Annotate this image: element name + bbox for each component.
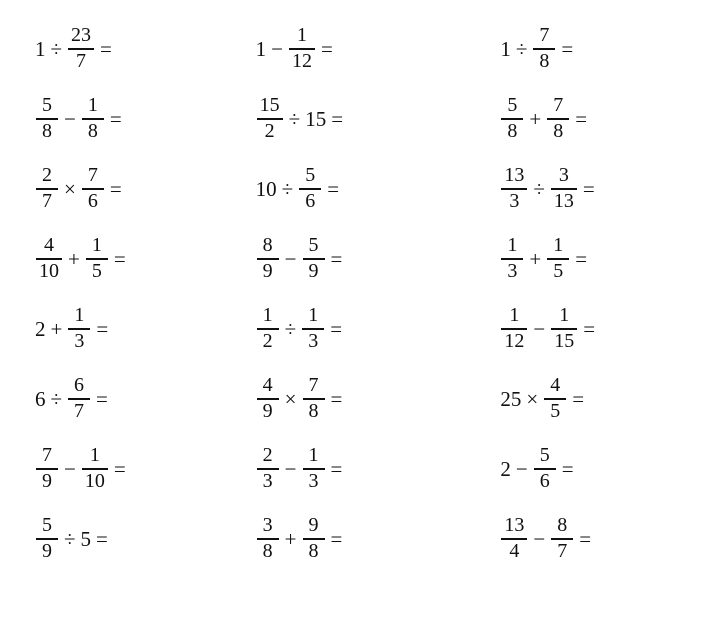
equals-sign: = [109, 176, 122, 201]
problem-row [28, 224, 710, 294]
fraction [302, 305, 324, 353]
fraction [501, 165, 527, 213]
fraction-denominator: 8 [42, 120, 52, 143]
fraction-denominator: 4 [509, 540, 520, 563]
operator: − [533, 526, 546, 551]
operator: + [284, 526, 297, 551]
fraction [501, 235, 523, 283]
problem-cell [28, 504, 245, 574]
problem-p5 [255, 95, 343, 143]
problem-cell [245, 294, 466, 364]
operator: ÷ [50, 36, 63, 61]
fraction [36, 165, 58, 213]
problem-grid [28, 14, 710, 574]
fraction [68, 305, 90, 353]
fraction-denominator: 8 [308, 400, 319, 423]
fraction [68, 25, 94, 73]
problem-cell [465, 84, 710, 154]
equals-sign: = [321, 36, 333, 61]
operator: × [284, 386, 297, 411]
equals-sign: = [330, 526, 343, 551]
problem-p19 [34, 445, 126, 493]
whole-number: 25 [500, 386, 522, 411]
problem-row [28, 14, 710, 84]
fraction [547, 235, 569, 283]
problem-cell [465, 504, 710, 574]
equals-sign: = [327, 176, 340, 201]
whole-number: 1 [35, 36, 46, 61]
problem-row [28, 84, 710, 154]
whole-number: 5 [80, 526, 92, 551]
problem-cell [245, 14, 466, 84]
problem-p4 [34, 95, 122, 143]
problem-p3 [499, 25, 573, 73]
fraction-numerator: 6 [74, 374, 85, 397]
equals-sign: = [330, 246, 343, 271]
fraction-numerator: 5 [305, 164, 316, 187]
fraction [82, 95, 104, 143]
problem-row [28, 434, 710, 504]
fraction-denominator: 7 [557, 540, 568, 563]
fraction-denominator: 3 [308, 470, 319, 493]
fraction-denominator: 12 [292, 50, 313, 73]
fraction-denominator: 3 [262, 470, 273, 493]
problem-cell [245, 504, 466, 574]
fraction-denominator: 7 [42, 190, 52, 213]
problem-p23 [255, 515, 343, 563]
fraction [533, 25, 555, 73]
fraction-denominator: 9 [42, 470, 52, 493]
problem-p8 [255, 165, 339, 213]
whole-number: 10 [255, 176, 277, 201]
fraction [86, 235, 108, 283]
fraction-numerator: 5 [42, 94, 52, 117]
fraction-numerator: 4 [550, 374, 561, 397]
fraction [82, 445, 108, 493]
fraction-numerator: 1 [559, 304, 570, 327]
fraction-numerator: 7 [539, 24, 550, 47]
fraction [501, 95, 523, 143]
fraction [303, 375, 325, 423]
fraction [534, 445, 556, 493]
equals-sign: = [575, 246, 588, 271]
fraction-denominator: 13 [553, 190, 574, 213]
fraction-numerator: 7 [87, 164, 98, 187]
fraction [36, 235, 62, 283]
problem-p21 [499, 445, 573, 493]
fraction [36, 445, 58, 493]
operator: ÷ [64, 526, 76, 551]
fraction [257, 235, 279, 283]
fraction-denominator: 5 [91, 260, 102, 283]
fraction-denominator: 3 [507, 260, 518, 283]
fraction-denominator: 8 [553, 120, 564, 143]
fraction-numerator: 7 [553, 94, 564, 117]
operator: ÷ [284, 316, 297, 341]
whole-number: 1 [500, 36, 511, 61]
problem-p10 [34, 235, 126, 283]
fraction [68, 375, 90, 423]
fraction-denominator: 3 [74, 330, 85, 353]
problem-cell [465, 14, 710, 84]
operator: × [64, 176, 76, 201]
fraction [551, 165, 577, 213]
operator: + [68, 246, 80, 271]
problem-p18 [499, 375, 584, 423]
problem-p14 [255, 305, 342, 353]
operator: − [64, 106, 76, 131]
fraction-denominator: 10 [39, 260, 59, 283]
fraction [82, 165, 104, 213]
operator: + [529, 106, 542, 131]
problem-cell [465, 364, 710, 434]
operator: − [271, 36, 284, 61]
problem-cell [28, 294, 245, 364]
problem-cell [28, 154, 245, 224]
whole-number: 2 [35, 316, 46, 341]
problem-p22 [34, 515, 108, 563]
operator: ÷ [281, 176, 294, 201]
problem-cell [245, 84, 466, 154]
fraction-numerator: 1 [308, 304, 319, 327]
fraction-numerator: 5 [507, 94, 518, 117]
operator: ÷ [533, 176, 545, 201]
fraction [501, 515, 527, 563]
operator: − [64, 456, 76, 481]
fraction-numerator: 1 [87, 94, 98, 117]
fraction-numerator: 4 [262, 374, 273, 397]
fraction-numerator: 1 [507, 234, 518, 257]
fraction-numerator: 1 [297, 24, 308, 47]
fraction [257, 305, 279, 353]
fraction [303, 515, 325, 563]
problem-cell [28, 14, 245, 84]
problem-cell [465, 224, 710, 294]
problem-cell [28, 224, 245, 294]
fraction [547, 95, 569, 143]
fraction-denominator: 5 [550, 400, 561, 423]
fraction-denominator: 5 [553, 260, 564, 283]
problem-cell [465, 154, 710, 224]
problem-p2 [255, 25, 333, 73]
fraction-denominator: 9 [42, 540, 52, 563]
fraction-denominator: 15 [554, 330, 575, 353]
fraction-denominator: 8 [507, 120, 518, 143]
problem-p11 [255, 235, 343, 283]
fraction-numerator: 1 [509, 304, 520, 327]
operator: − [284, 456, 297, 481]
whole-number: 6 [35, 386, 46, 411]
fraction-numerator: 5 [539, 444, 550, 467]
fraction-denominator: 7 [74, 400, 85, 423]
fraction-numerator: 3 [558, 164, 569, 187]
problem-cell [245, 154, 466, 224]
operator: − [533, 316, 546, 341]
equals-sign: = [96, 526, 108, 551]
problem-p6 [499, 95, 587, 143]
fraction [289, 25, 315, 73]
equals-sign: = [561, 36, 574, 61]
fraction-denominator: 12 [504, 330, 525, 353]
problem-row [28, 294, 710, 364]
fraction-denominator: 3 [308, 330, 319, 353]
fraction-numerator: 1 [89, 444, 100, 467]
fraction-numerator: 7 [42, 444, 52, 467]
fraction [36, 515, 58, 563]
fraction-numerator: 8 [557, 514, 568, 537]
operator: × [526, 386, 539, 411]
problem-row [28, 504, 710, 574]
fraction-denominator: 7 [76, 50, 87, 73]
fraction-denominator: 9 [262, 260, 273, 283]
equals-sign: = [330, 316, 343, 341]
fraction-denominator: 6 [539, 470, 550, 493]
fraction-numerator: 9 [308, 514, 319, 537]
operator: − [284, 246, 297, 271]
problem-p15 [499, 305, 595, 353]
problem-p20 [255, 445, 343, 493]
fraction-numerator: 1 [308, 444, 319, 467]
fraction-numerator: 5 [42, 514, 52, 537]
fraction-denominator: 6 [87, 190, 98, 213]
operator: + [50, 316, 63, 341]
problem-cell [28, 364, 245, 434]
fraction-numerator: 23 [71, 24, 92, 47]
fraction-numerator: 13 [504, 514, 525, 537]
operator: + [529, 246, 542, 271]
problem-cell [245, 224, 466, 294]
problem-p7 [34, 165, 122, 213]
operator: − [515, 456, 528, 481]
fraction-numerator: 1 [262, 304, 273, 327]
fraction [257, 445, 279, 493]
fraction-numerator: 1 [74, 304, 85, 327]
fraction-denominator: 3 [509, 190, 520, 213]
problem-cell [28, 434, 245, 504]
fraction-denominator: 8 [539, 50, 550, 73]
fraction-denominator: 6 [305, 190, 316, 213]
fraction-denominator: 8 [308, 540, 319, 563]
operator: ÷ [515, 36, 528, 61]
fraction-denominator: 10 [84, 470, 105, 493]
problem-cell [28, 84, 245, 154]
fraction-denominator: 2 [264, 120, 275, 143]
fraction-numerator: 5 [308, 234, 319, 257]
equals-sign: = [96, 316, 109, 341]
fraction-numerator: 4 [44, 234, 54, 257]
fraction [257, 515, 279, 563]
fraction-numerator: 13 [504, 164, 525, 187]
fraction-numerator: 3 [262, 514, 273, 537]
equals-sign: = [330, 386, 343, 411]
problem-cell [245, 434, 466, 504]
whole-number: 15 [305, 106, 327, 131]
equals-sign: = [572, 386, 585, 411]
equals-sign: = [113, 246, 126, 271]
fraction [551, 305, 577, 353]
fraction-numerator: 7 [308, 374, 319, 397]
fraction [303, 445, 325, 493]
operator: ÷ [288, 106, 301, 131]
fraction [36, 95, 58, 143]
fraction [257, 95, 283, 143]
fraction [501, 305, 527, 353]
fraction-numerator: 1 [91, 234, 102, 257]
operator: ÷ [50, 386, 63, 411]
fraction-numerator: 1 [553, 234, 564, 257]
fraction-denominator: 9 [262, 400, 273, 423]
fraction [299, 165, 321, 213]
problem-p9 [499, 165, 594, 213]
equals-sign: = [583, 316, 596, 341]
fraction-numerator: 2 [42, 164, 52, 187]
problem-cell [465, 294, 710, 364]
equals-sign: = [575, 106, 588, 131]
fraction-denominator: 8 [87, 120, 98, 143]
fraction [551, 515, 573, 563]
problem-row [28, 364, 710, 434]
problem-cell [465, 434, 710, 504]
fraction-numerator: 2 [262, 444, 273, 467]
fraction-denominator: 8 [262, 540, 273, 563]
fraction [257, 375, 279, 423]
problem-cell [245, 364, 466, 434]
problem-p17 [255, 375, 343, 423]
equals-sign: = [561, 456, 574, 481]
problem-row [28, 154, 710, 224]
fraction-denominator: 9 [308, 260, 319, 283]
problem-p13 [34, 305, 108, 353]
whole-number: 2 [500, 456, 511, 481]
problem-p1 [34, 25, 112, 73]
problem-p12 [499, 235, 587, 283]
whole-number: 1 [255, 36, 267, 61]
equals-sign: = [109, 106, 122, 131]
fraction-numerator: 8 [262, 234, 273, 257]
fraction-denominator: 2 [262, 330, 273, 353]
equals-sign: = [579, 526, 592, 551]
equals-sign: = [582, 176, 595, 201]
equals-sign: = [96, 386, 108, 411]
equals-sign: = [331, 106, 344, 131]
equals-sign: = [100, 36, 112, 61]
equals-sign: = [113, 456, 126, 481]
fraction [303, 235, 325, 283]
problem-p16 [34, 375, 108, 423]
fraction-numerator: 15 [259, 94, 280, 117]
fraction [544, 375, 566, 423]
equals-sign: = [330, 456, 343, 481]
problem-p24 [499, 515, 591, 563]
